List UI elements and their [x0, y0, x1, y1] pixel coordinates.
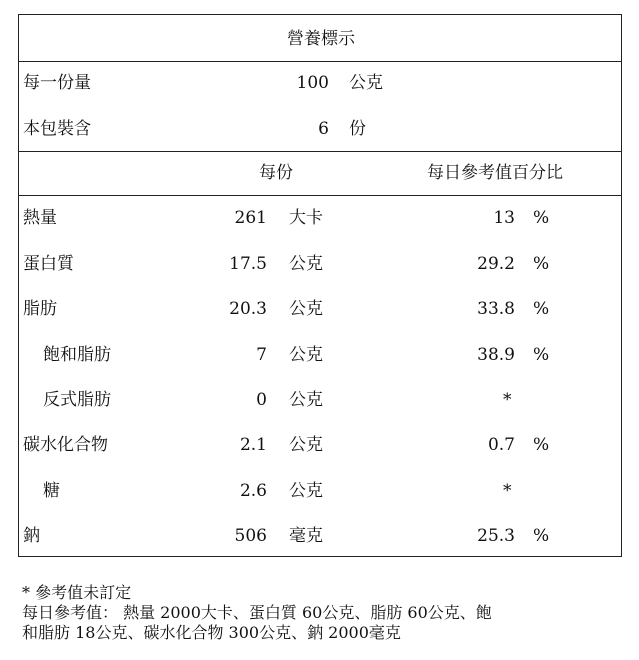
daily-value: 33.8 [477, 299, 515, 319]
daily-value: * [503, 481, 512, 501]
daily-value: 29.2 [477, 254, 515, 274]
nutrient-name: 糖 [43, 481, 60, 501]
per-serving-header: 每份 [259, 163, 293, 183]
daily-value: 38.9 [477, 345, 515, 365]
daily-value: 0.7 [487, 435, 515, 455]
nutrient-unit: 大卡 [289, 208, 323, 228]
servings-per-package-value: 6 [318, 119, 329, 139]
daily-value-header: 每日參考值百分比 [427, 163, 563, 183]
nutrient-name: 蛋白質 [23, 254, 74, 274]
percent-sign: % [533, 208, 550, 228]
nutrient-value: 261 [234, 208, 267, 228]
nutrient-unit: 公克 [289, 254, 323, 274]
nutrient-unit: 公克 [289, 390, 323, 410]
nutrient-unit: 公克 [289, 345, 323, 365]
nutrient-unit: 公克 [289, 435, 323, 455]
percent-sign: % [533, 254, 550, 274]
nutrient-name: 碳水化合物 [23, 435, 108, 455]
nutrient-name: 反式脂肪 [43, 390, 111, 410]
serving-divider [19, 151, 621, 152]
nutrient-unit: 毫克 [289, 526, 323, 546]
serving-size-unit: 公克 [349, 73, 383, 93]
nutrition-label [18, 14, 622, 557]
footnote-reference-not-set: * 參考值未訂定 [22, 583, 132, 602]
percent-sign: % [533, 345, 550, 365]
percent-sign: % [533, 526, 550, 546]
serving-size-value: 100 [296, 73, 329, 93]
nutrient-value: 506 [234, 526, 267, 546]
serving-size-label: 每一份量 [23, 73, 91, 93]
nutrient-value: 2.6 [239, 481, 267, 501]
daily-value: * [503, 390, 512, 410]
servings-per-package-label: 本包裝含 [23, 119, 91, 139]
percent-sign: % [533, 299, 550, 319]
footnote-daily-reference-line2: 和脂肪 18公克、碳水化合物 300公克、鈉 2000毫克 [22, 623, 401, 642]
nutrient-name: 脂肪 [23, 299, 57, 319]
nutrient-unit: 公克 [289, 299, 323, 319]
nutrient-unit: 公克 [289, 481, 323, 501]
nutrient-value: 2.1 [239, 435, 267, 455]
nutrient-value: 7 [256, 345, 267, 365]
footnote-daily-reference-line1: 每日參考值： 熱量 2000大卡、蛋白質 60公克、脂肪 60公克、飽 [22, 603, 492, 622]
label-title: 營養標示 [287, 29, 355, 49]
nutrient-value: 17.5 [229, 254, 267, 274]
nutrient-value: 0 [256, 390, 267, 410]
servings-per-package-unit: 份 [349, 119, 366, 139]
nutrient-name: 熱量 [23, 208, 57, 228]
title-divider [19, 61, 621, 62]
nutrient-name: 飽和脂肪 [43, 345, 111, 365]
nutrient-name: 鈉 [23, 526, 40, 546]
nutrient-value: 20.3 [229, 299, 267, 319]
header-divider [19, 195, 621, 196]
daily-value: 25.3 [477, 526, 515, 546]
percent-sign: % [533, 435, 550, 455]
daily-value: 13 [493, 208, 515, 228]
